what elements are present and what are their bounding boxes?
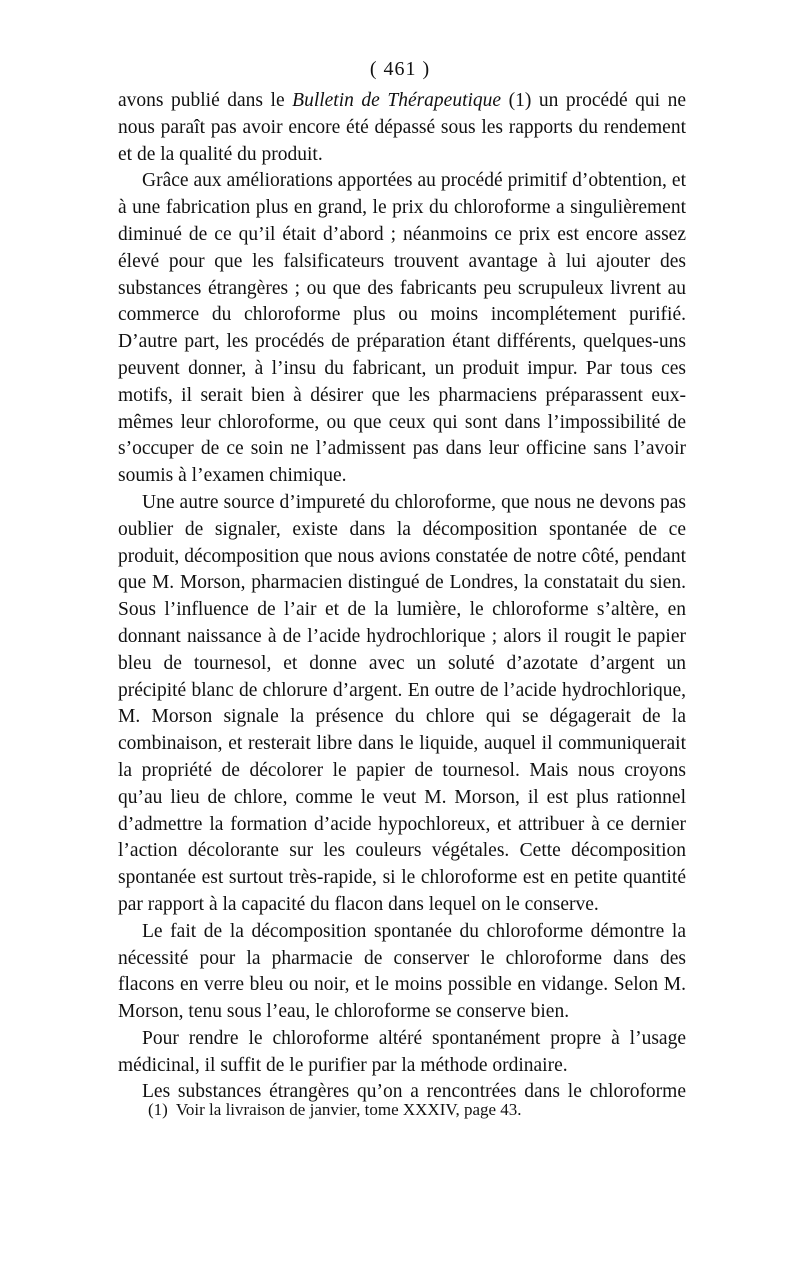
page-number: ( 461 ) [369,58,431,80]
paragraph-text: (1) un procédé qui ne nous paraît pas avoir encore été dépassé sous les rapports du rendement et de la qualité du produit. [118,90,686,165]
footnote [148,1099,688,1121]
body-text [118,88,686,1106]
paragraph-text: avons publié dans le [118,90,293,111]
footnote-text: Voir la livraison de janvier, tome XXXIV, page 43. [175,1100,522,1119]
paragraph: Grâce aux améliorations apportées au procédé primitif d’obtention, et à une fabrication plus en grand, le prix du chloroforme a singulièrement diminué de ce qu’il était d’abord ; néanmoins ce prix est encore assez élevé pour que les falsificateurs trouvent avantage à lui ajouter des substances étrangères ; ou que des fabricants peu scrupuleux livrent au commerce du chloroforme plus ou moins incomplétement purifié. D’autre part, les procédés de préparation étant différents, quelques-uns peuvent donner, à l’insu du fabricant, un produit impur. Par tous ces motifs, il serait bien à désirer que les pharmaciens préparassent eux-mêmes leur chloroforme, ou que ceux qui sont dans l’impossibilité de s’occuper de ce soin ne l’admissent pas dans leur officine sans l’avoir soumis à l’examen chimique. [118,170,686,487]
paragraph: Les substances étrangères qu’on a rencontrées dans le chloroforme [142,1081,686,1103]
paragraph: Une autre source d’impureté du chloroforme, que nous ne devons pas oublier de signaler, existe dans la décomposition spontanée de ce produit, décomposition que nous avions constatée de notre côté, pendant que M. Morson, pharmacien distingué de Londres, la constatait du sien. Sous l’influence de l’air et de la lumière, le chloroforme s’altère, en donnant naissance à de l’acide hydrochlorique ; alors il rougit le papier bleu de tournesol, et donne avec un soluté d’azotate d’argent un précipité blanc de chlorure d’argent. En outre de l’acide hydrochlorique, M. Morson signale la présence du chlore qui se dégagerait de la combinaison, et resterait libre dans le liquide, auquel il communiquerait la propriété de décolorer le papier de tournesol. Mais nous croyons qu’au lieu de chlore, comme le veut M. Morson, il est plus rationnel d’admettre la formation d’acide hypochloreux, et attribuer à ce dernier l’action décolorante sur les couleurs végétales. Cette décomposition spontanée est surtout très-rapide, si le chloroforme est en petite quantité par rapport à la capacité du flacon dans lequel on le conserve. [118,491,686,915]
paragraph: Pour rendre le chloroforme altéré spontanément propre à l’usage médicinal, il suffit de le purifier par la méthode ordinaire. [118,1027,686,1076]
footnote-marker: (1) [148,1100,168,1119]
paragraph [118,88,686,168]
journal-title: Bulletin de Thérapeutique [292,90,502,111]
paragraph: Le fait de la décomposition spontanée du chloroforme démontre la nécessité pour la pharmacie de conserver le chloroforme dans des flacons en verre bleu ou noir, et le moins possible en vidange. Selon M. Morson, tenu sous l’eau, le chloroforme se conserve bien. [118,920,686,1023]
